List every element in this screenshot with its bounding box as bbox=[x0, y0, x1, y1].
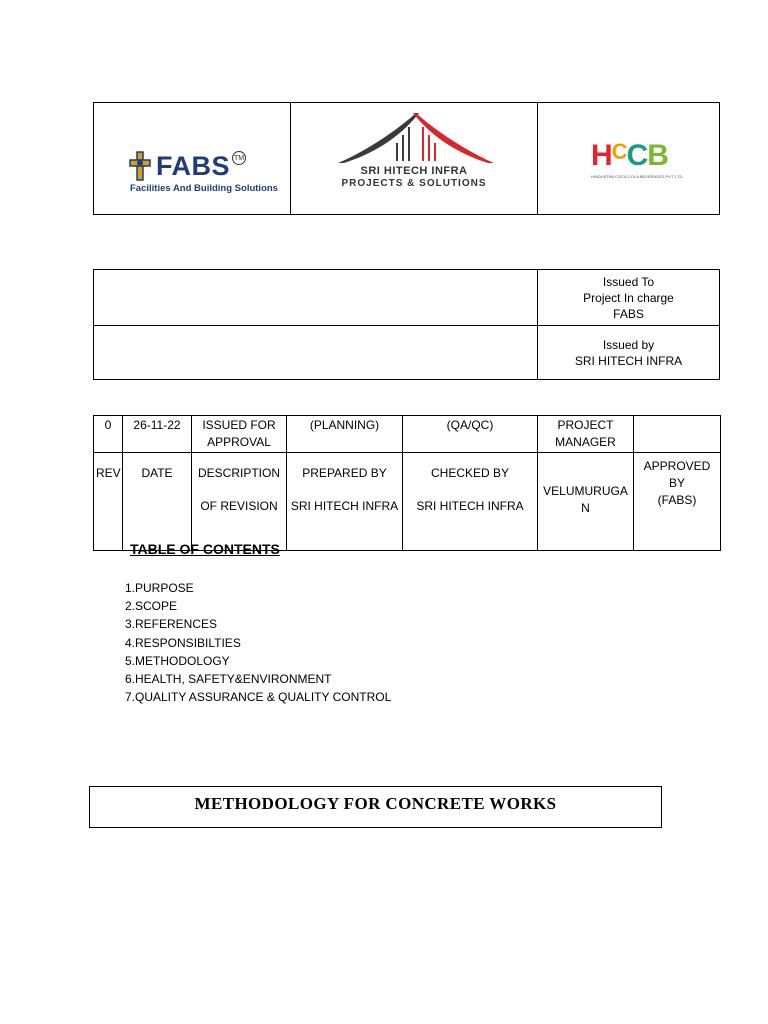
header-description: DESCRIPTION OF REVISION bbox=[192, 453, 287, 551]
issued-by-cell bbox=[538, 326, 719, 380]
cross-emblem-icon bbox=[128, 151, 152, 181]
header-manager: VELUMURUGA N bbox=[538, 453, 634, 551]
rev-approved bbox=[634, 416, 721, 453]
fabs-tagline: Facilities And Building Solutions bbox=[130, 183, 278, 194]
revision-table bbox=[93, 415, 721, 551]
hccb-subtitle: HINDUSTAN COCA-COLA BEVERAGES PVT. LTD. bbox=[591, 174, 684, 179]
document-title-box bbox=[89, 786, 662, 828]
revision-row bbox=[94, 416, 721, 453]
revision-header-row bbox=[94, 453, 721, 551]
issued-by-blank-cell bbox=[94, 326, 538, 380]
issued-to-blank-cell bbox=[94, 270, 538, 325]
hccb-logo bbox=[591, 141, 668, 171]
header-prepared: PREPARED BY SRI HITECH INFRA bbox=[287, 453, 403, 551]
toc-item: 2.SCOPE bbox=[125, 599, 178, 614]
sri-hitech-name: SRI HITECH INFRA bbox=[360, 165, 468, 177]
header-checked: CHECKED BY SRI HITECH INFRA bbox=[403, 453, 538, 551]
issued-to-cell bbox=[538, 270, 719, 325]
toc-item: 7.QUALITY ASSURANCE & QUALITY CONTROL bbox=[125, 690, 392, 705]
rev-prepared: (PLANNING) bbox=[287, 416, 403, 453]
header-approved: APPROVED BY (FABS) bbox=[634, 453, 721, 551]
toc-item: 5.METHODOLOGY bbox=[125, 653, 230, 668]
hccb-letter-c2: C bbox=[626, 139, 648, 172]
toc-item: 3.REFERENCES bbox=[125, 617, 218, 632]
rev-description: ISSUED FOR APPROVAL bbox=[192, 416, 287, 453]
issued-by-org: SRI HITECH INFRA bbox=[574, 354, 683, 368]
issued-table bbox=[93, 269, 720, 380]
rev-number: 0 bbox=[94, 416, 123, 453]
fabs-logo bbox=[128, 151, 278, 194]
hccb-letter-b: B bbox=[647, 139, 668, 172]
hccb-letter-c1: C bbox=[611, 139, 627, 164]
toc-item: 6.HEALTH, SAFETY&ENVIRONMENT bbox=[125, 672, 332, 687]
fabs-logo-cell bbox=[94, 103, 291, 214]
rev-checked: (QA/QC) bbox=[403, 416, 538, 453]
sri-hitech-logo-cell bbox=[291, 103, 538, 214]
issued-by-row bbox=[94, 325, 719, 380]
rev-manager: PROJECT MANAGER bbox=[538, 416, 634, 453]
hccb-logo-cell bbox=[538, 103, 719, 214]
toc-title: TABLE OF CONTENTS bbox=[130, 541, 280, 557]
header-rev: REV bbox=[94, 453, 123, 551]
hccb-letter-h: H bbox=[591, 139, 612, 172]
logo-header-table bbox=[93, 102, 720, 215]
issued-to-label: Issued To bbox=[602, 274, 655, 289]
sri-hitech-subtitle: PROJECTS & SOLUTIONS bbox=[341, 178, 487, 189]
header-date: DATE bbox=[123, 453, 192, 551]
fabs-name: FABS bbox=[156, 150, 231, 181]
issued-to-role: Project In charge bbox=[583, 290, 674, 305]
issued-to-org: FABS bbox=[613, 306, 644, 321]
trademark-badge: TM bbox=[232, 151, 246, 165]
issued-by-label: Issued by bbox=[602, 338, 655, 352]
toc-list bbox=[125, 579, 391, 706]
toc-item: 4.RESPONSIBILTIES bbox=[125, 635, 241, 650]
issued-to-row bbox=[94, 270, 719, 325]
bridge-arc-icon bbox=[336, 111, 496, 165]
rev-date: 26-11-22 bbox=[123, 416, 192, 453]
document-title: METHODOLOGY FOR CONCRETE WORKS bbox=[194, 793, 557, 813]
toc-item: 1.PURPOSE bbox=[125, 581, 194, 595]
